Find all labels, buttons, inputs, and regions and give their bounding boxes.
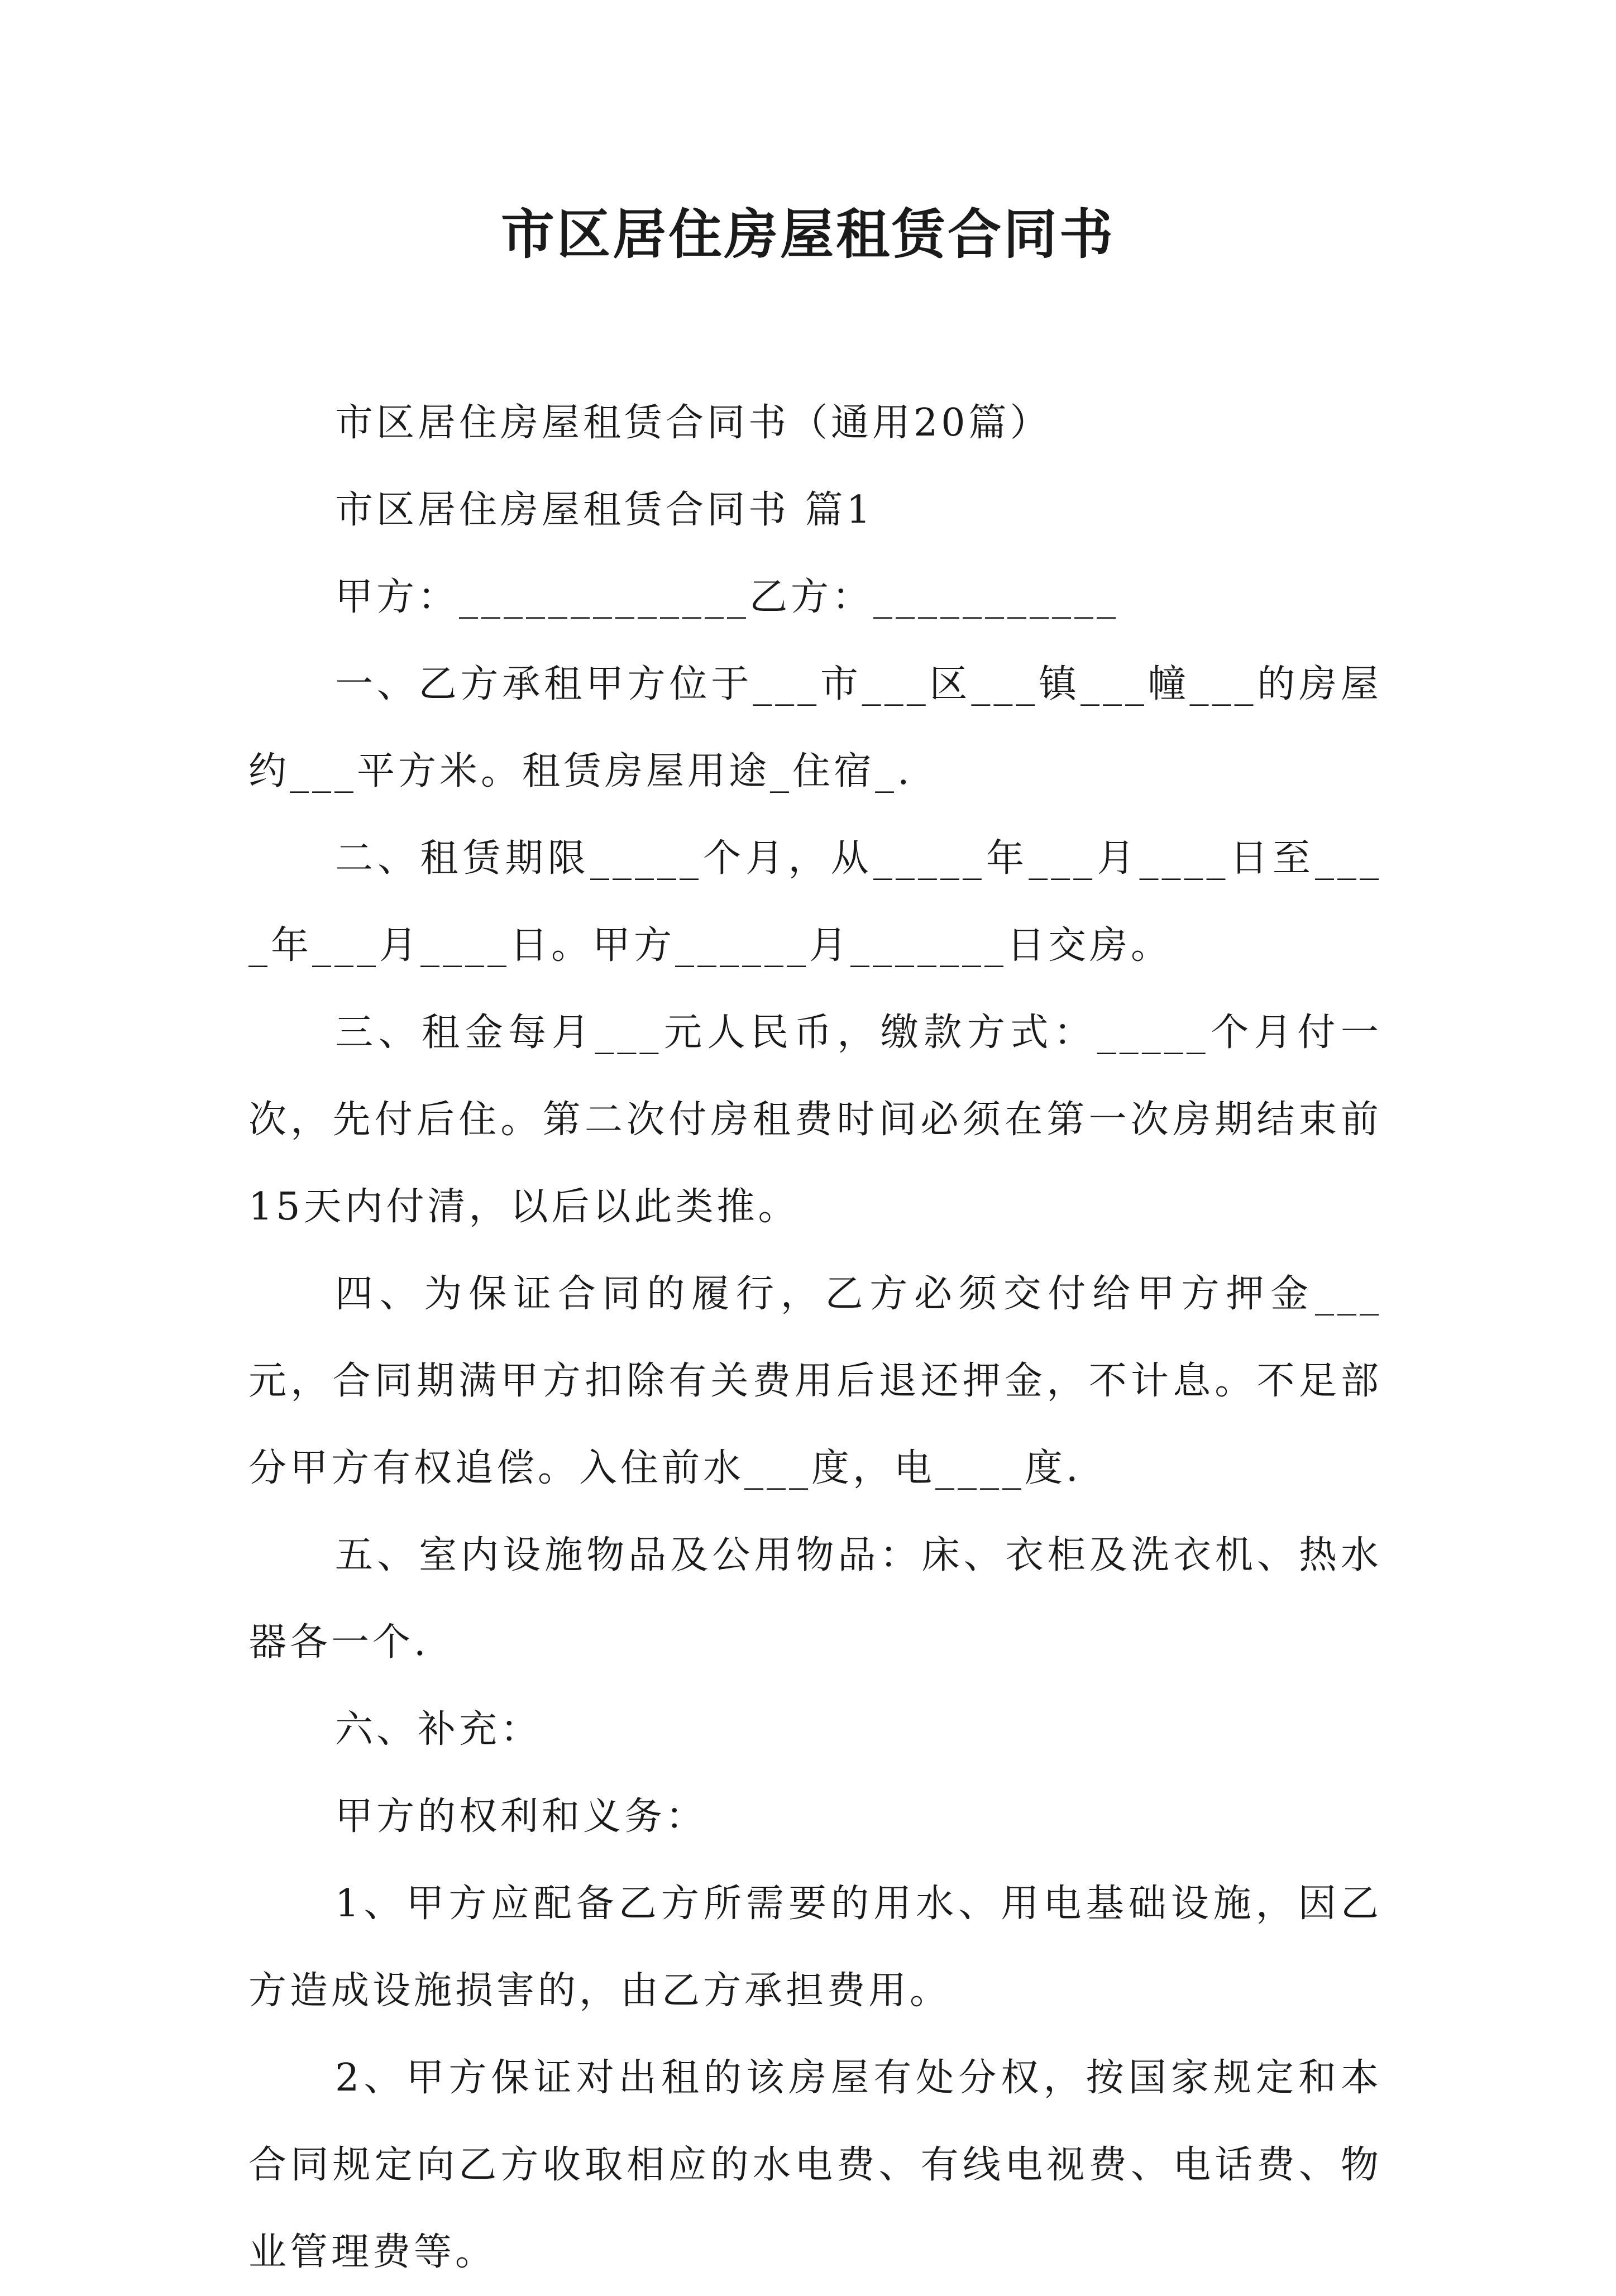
paragraph-party-a-item-2: 2、甲方保证对出租的该房屋有处分权，按国家规定和本合同规定向乙方收取相应的水电费、有线电视费、电话费、物业管理费等。 (248, 2056, 1382, 2274)
document-body (248, 380, 1382, 2296)
paragraph-clause-5: 五、室内设施物品及公用物品：床、衣柜及洗衣机、热水器各一个. (248, 1533, 1382, 1664)
paragraph-party-a-rights-heading: 甲方的权利和义务： (335, 1795, 707, 1839)
paragraph-party-a-item-1: 1、甲方应配备乙方所需要的用水、用电基础设施，因乙方造成设施损害的，由乙方承担费用。 (248, 1882, 1382, 2013)
paragraph-collection-title: 市区居住房屋租赁合同书（通用20篇） (335, 401, 1051, 445)
paragraph-clause-1: 一、乙方承租甲方位于___市___区___镇___幢___的房屋约___平方米。租赁房屋用途_住宿_. (248, 662, 1382, 793)
document-title: 市区居住房屋租赁合同书 (501, 203, 1115, 266)
paragraph-section-heading: 市区居住房屋租赁合同书 篇1 (335, 488, 874, 532)
paragraph-clause-2: 二、租赁期限_____个月，从_____年___月____日至____年___月____日。甲方______月_______日交房。 (248, 836, 1382, 968)
paragraph-clause-6: 六、补充： (335, 1707, 542, 1752)
paragraph-clause-4: 四、为保证合同的履行，乙方必须交付给甲方押金___元，合同期满甲方扣除有关费用后退还押金，不计息。不足部分甲方有权追偿。入住前水___度，电____度. (248, 1272, 1382, 1490)
paragraph-clause-3: 三、租金每月___元人民币，缴款方式：_____个月付一次，先付后住。第二次付房租费时间必须在第一次房期结束前15天内付清，以后以此类推。 (248, 1011, 1382, 1229)
paragraph-parties: 甲方：_____________乙方：___________ (335, 575, 1120, 619)
